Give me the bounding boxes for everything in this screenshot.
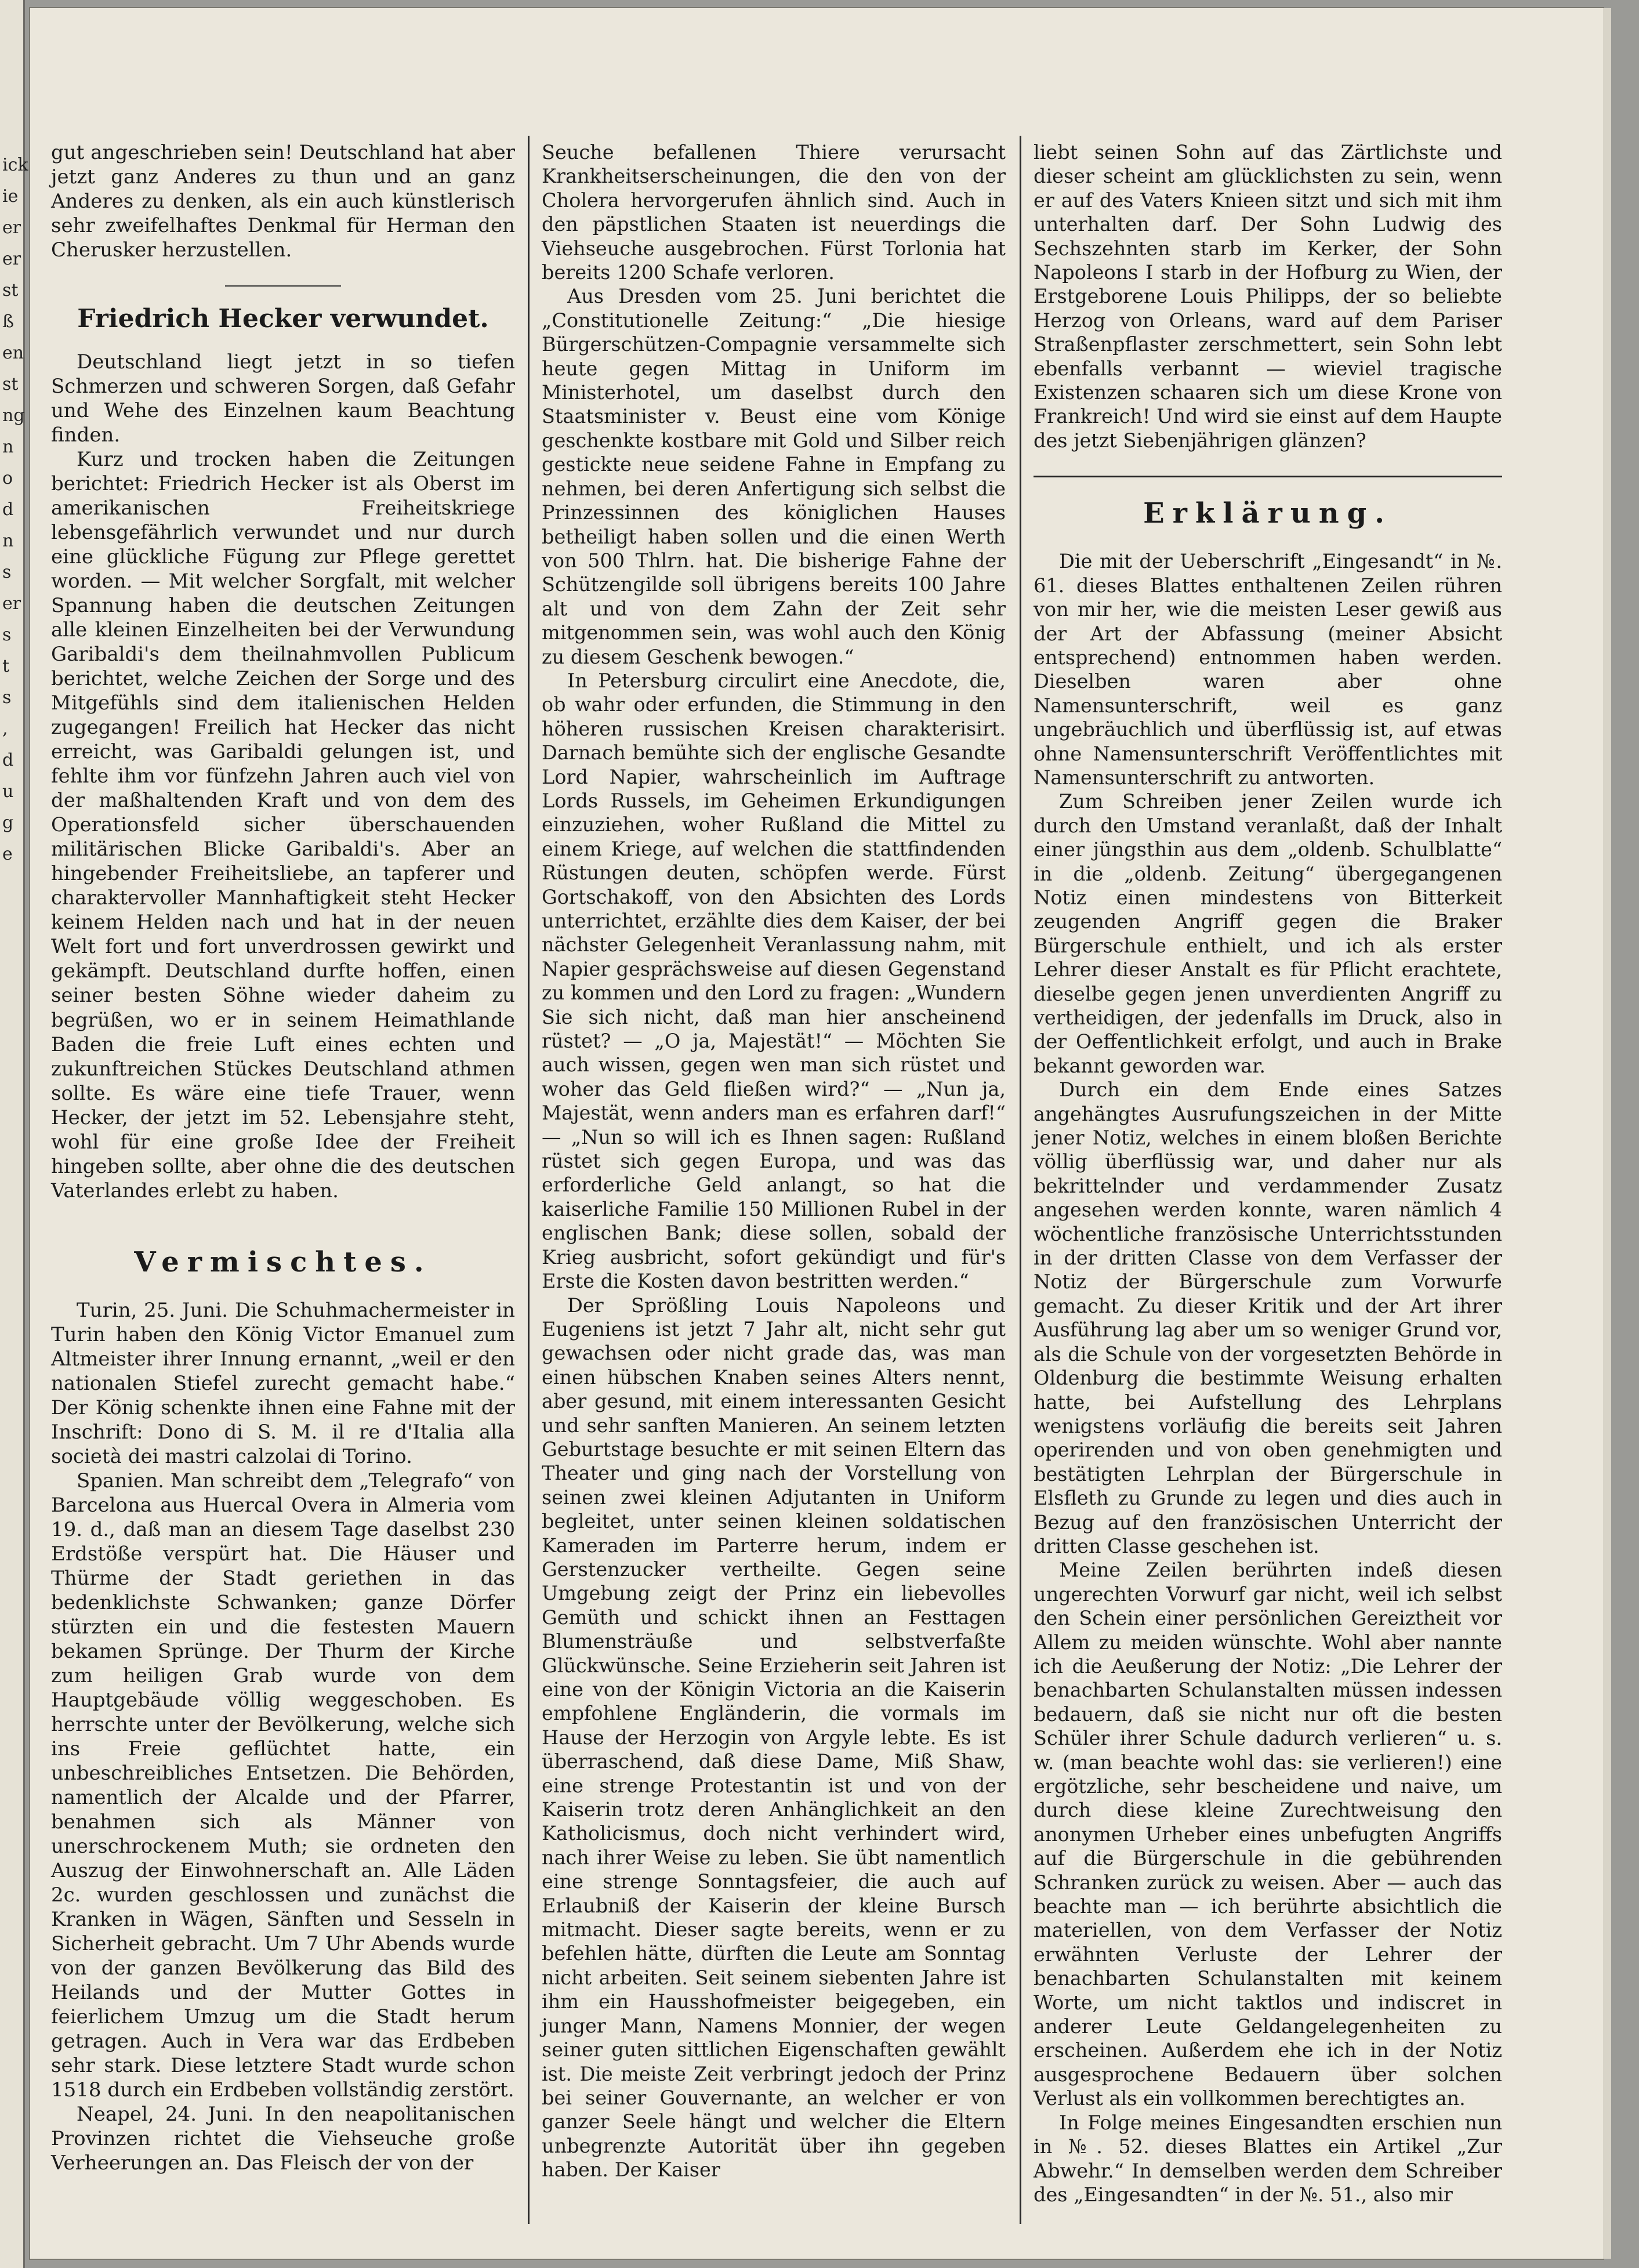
previous-page-fragment: , [2, 719, 8, 739]
previous-page-fragment: d [2, 750, 14, 770]
previous-page-fragment: d [2, 499, 14, 520]
previous-page-fragment: ick [2, 155, 28, 175]
section-heading: Vermischtes. [134, 1245, 432, 1278]
separator-rule [225, 285, 341, 287]
previous-page-fragment: ie [2, 186, 19, 206]
article-paragraph: In Petersburg circulirt eine Anecdote, die, ob wahr oder erfunden, die Stimmung in den höheren russischen Kreisen charakterisirt. Darnach bemühte sich der englische Gesandte Lord Napier, wahrscheinlich im Auftrage Lords Russels, im Geheimen Erkundigungen einzuziehen, woher Rußland die Mittel zu einem Kriege, auf welchen die stattfindenden Rüstungen deuten, schöpfen werde. Fürst Gortschakoff, von den Absichten des Lords unterrichtet, erzählte dies dem Kaiser, der bei nächster Gelegenheit Veranlassung nahm, mit Napier gesprächsweise auf diesen Gegenstand zu kommen und den Lord zu fragen: „Wundern Sie sich nicht, daß man hier anscheinend rüstet? — „O ja, Majestät!“ — Möchten Sie auch wissen, gegen wen man sich rüstet und woher das Geld fließen wird?“ — „Nun ja, Majestät, wenn anders man es erfahren darf!“ — „Nun so will ich es Ihnen sagen: Rußland rüstet sich gegen Europa, und was das erforderliche Geld anlangt, so hat die kaiserliche Familie 150 Millionen Rubel in der englischen Bank; diese sollen, sobald der Krieg ausbricht, sofort gekündigt und für's Erste die Kosten davon bestritten werden.“ [542, 669, 1006, 1293]
column-left [51, 140, 515, 2175]
separator-rule [1034, 476, 1502, 477]
article-paragraph: Turin, 25. Juni. Die Schuhmachermeister in Turin haben den König Victor Emanuel zum Altmeister ihrer Innung ernannt, „weil er den nationalen Stiefel zurecht gemacht habe.“ Der König schenkte ihnen eine Fahne mit der Inschrift: Dono di S. M. il re d'Italia alla società dei mastri calzolai di Torino. [51, 1298, 515, 1468]
previous-page-fragment: s [2, 687, 12, 708]
column-divider [528, 136, 530, 2224]
previous-page-fragment: u [2, 781, 14, 802]
article-paragraph: Deutschland liegt jetzt in so tiefen Schmerzen und schweren Sorgen, daß Gefahr und Wehe des Einzelnen kaum Beachtung finden. [51, 350, 515, 447]
article-paragraph: Seuche befallenen Thiere verursacht Krankheitserscheinungen, die den von der Cholera hervorgerufen ähnlich sind. Auch in den päpstlichen Staaten ist neuerdings die Viehseuche ausgebrochen. Fürst Torlonia hat bereits 1200 Schafe verloren. [542, 141, 1006, 284]
previous-page-fragment: n [2, 531, 14, 551]
previous-page-fragment: st [2, 374, 19, 394]
spacer [51, 1203, 515, 1226]
article-paragraph: Die mit der Ueberschrift „Eingesandt“ in №. 61. dieses Blattes enthaltenen Zeilen rühren von mir her, wie die meisten Leser gewiß aus der Art der Abfassung (meiner Absicht entsprechend) entnommen haben werden. Dieselben waren aber ohne Namensunterschrift, weil es ganz ungebräuchlich und überflüssig ist, auf etwas ohne Namensunterschrift Veröffentlichtes mit Namensunterschrift zu antworten. [1034, 550, 1502, 789]
column-right [1034, 140, 1502, 2207]
previous-page-fragment: s [2, 625, 12, 645]
previous-page-fragment: s [2, 562, 12, 582]
column-divider [1020, 136, 1021, 2224]
previous-page-fragment: ng [2, 405, 25, 426]
article-paragraph: Zum Schreiben jener Zeilen wurde ich durch den Umstand veranlaßt, daß der Inhalt einer jüngsthin aus dem „oldenb. Schulblatte“ in die „oldenb. Zeitung“ übergegangenen Notiz einen mindestens von Bitterkeit zeugenden Angriff gegen die Braker Bürgerschule enthielt, und ich als erster Lehrer dieser Anstalt es für Pflicht erachtete, dieselbe gegen jenen unverdienten Angriff zu vertheidigen, der jedenfalls im Druck, also in der Oeffentlichkeit erfolgt, und auch in Brake bekannt geworden war. [1034, 790, 1502, 1077]
previous-page-fragment: e [2, 844, 13, 864]
previous-page-fragment: st [2, 280, 19, 300]
section-heading: Erklärung. [1143, 497, 1393, 530]
article-paragraph: Meine Zeilen berührten indeß diesen ungerechten Vorwurf gar nicht, weil ich selbst den Schein einer persönlichen Gereiztheit vor Allem zu meiden wünschte. Wohl aber nannte ich die Aeußerung der Notiz: „Die Lehrer der benachbarten Schulanstalten müssen indessen bedauern, daß sie nicht nur oft die besten Schüler ihrer Schule dadurch verlieren“ u. s. w. (man beachte wohl das: sie verlieren!) eine ergötzliche, sehr bescheidene und naive, um durch diese kleine Zurechtweisung den anonymen Urheber eines unbefugten Angriffs auf die Bürgerschule in die gebührenden Schranken zurück zu weisen. Aber — auch das beachte man — ich berührte absichtlich die materiellen, von dem Verfasser der Notiz erwähnten Verluste der Lehrer der benachbarten Schulanstalten mit keinem Worte, um nicht taktlos und indiscret in anderer Leute Geldangelegenheiten zu erscheinen. Außerdem ehe ich in der Notiz ausgesprochene Bedauern über solchen Verlust als ein vollkommen berechtigtes an. [1034, 1559, 1502, 2110]
article-paragraph: In Folge meines Eingesandten erschien nun in №. 52. dieses Blattes ein Artikel „Zur Abwehr.“ In demselben werden dem Schreiber des „Eingesandten“ in der №. 51., also mir [1034, 2111, 1502, 2206]
article-paragraph: Der Sprößling Louis Napoleons und Eugeniens ist jetzt 7 Jahr alt, nicht sehr gut gewachsen oder nicht grade das, was man einen hübschen Knaben seines Alters nennt, aber gesund, mit einem interessanten Gesicht und sehr sanften Manieren. An seinem letzten Geburtstage besuchte er mit seinen Eltern das Theater und ging nach der Vorstellung von seinen zwei kleinen Adjutanten in Uniform begleitet, unter seinen kleinen soldatischen Kameraden im Parterre herum, indem er Gerstenzucker vertheilte. Gegen seine Umgebung zeigt der Prinz ein liebevolles Gemüth und schickt ihnen an Festtagen Blumensträuße und selbstverfaßte Glückwünsche. Seine Erzieherin seit Jahren ist eine von der Königin Victoria an die Kaiserin empfohlene Engländerin, die vormals im Hause der Herzogin von Argyle lebte. Es ist überraschend, daß diese Dame, Miß Shaw, eine strenge Protestantin ist und von der Kaiserin trotz deren Anhänglichkeit an den Katholicismus, doch nicht verhindert wird, nach ihrer Weise zu leben. Sie übt namentlich eine strenge Sonntagsfeier, die auch auf Erlaubniß der Kaiserin der kleine Bursch mitmacht. Dieser sagte bereits, wenn er zu befehlen hätte, dürften die Leute am Sonntag nicht arbeiten. Seit seinem siebenten Jahre ist ihm ein Hausshofmeister beigegeben, ein junger Mann, Namens Monnier, der wegen seiner guten sittlichen Eigenschaften gewählt ist. Die meiste Zeit verbringt jedoch der Prinz bei seiner Gouvernante, an welcher er von ganzer Seele hängt und welcher die Eltern unbegrenzte Autorität über ihn gegeben haben. Der Kaiser [542, 1294, 1006, 2182]
article-paragraph: Spanien. Man schreibt dem „Telegrafo“ von Barcelona aus Huercal Overa in Almeria vom 19. d., daß man an diesem Tage daselbst 230 Erdstöße verspürt hat. Die Häuser und Thürme der Stadt geriethen in das bedenklichste Schwanken; ganze Dörfer stürzten ein und die festesten Mauern bekamen Sprünge. Der Thurm der Kirche zum heiligen Grab wurde von dem Hauptgebäude völlig weggeschoben. Es herrschte unter der Bevölkerung, welche sich ins Freie geflüchtet hatte, ein unbeschreibliches Entsetzen. Die Behörden, namentlich der Alcalde und der Pfarrer, benahmen sich als Männer von unerschrockenem Muth; sie ordneten den Auszug der Einwohnerschaft an. Alle Läden 2c. wurden geschlossen und zunächst die Kranken in Wägen, Sänften und Sesseln in Sicherheit gebracht. Um 7 Uhr Abends wurde von der ganzen Bevölkerung das Bild des Heilands und der Mutter Gottes in feierlichem Umzug um die Stadt herum getragen. Auch in Vera war das Erdbeben sehr stark. Diese letztere Stadt wurde schon 1518 durch ein Erdbeben vollständig zerstört. [51, 1469, 515, 2102]
article-paragraph: Durch ein dem Ende eines Satzes angehängtes Ausrufungszeichen in der Mitte jener Notiz, welches in einem bloßen Berichte völlig überflüssig war, und daher nur als bekrittelnder und verdammender Zusatz angesehen werden konnte, waren nämlich 4 wöchentliche französische Unterrichtsstunden in der dritten Classe von dem Verfasser der Notiz der Bürgerschule zum Vorwurfe gemacht. Zu dieser Kritik und der Art ihrer Ausführung lag aber um so weniger Grund vor, als die Schule von der vorgesetzten Behörde in Oldenburg die bestimmte Weisung erhalten hatte, bei Aufstellung des Lehrplans wenigstens vorläufig die bereits seit Jahren operirenden und von oben genehmigten und bestätigten Lehrplan der Bürgerschule in Elsfleth zu Grunde zu legen und dies auch in Bezug auf den französischen Unterricht der dritten Classe geschehen ist. [1034, 1078, 1502, 1557]
previous-page-fragment: er [2, 593, 21, 614]
previous-page-fragment: t [2, 656, 10, 676]
article-paragraph: Aus Dresden vom 25. Juni berichtet die „Constitutionelle Zeitung:“ „Die hiesige Bürgerschützen-Compagnie versammelte sich heute gegen Mittag in Uniform im Ministerhotel, um daselbst durch den Staatsminister v. Beust eine vom Könige geschenkte kostbare mit Gold und Silber reich gestickte neue seidene Fahne in Empfang zu nehmen, bei deren Anfertigung sich selbst die Prinzessinnen des königlichen Hauses betheiligt haben sollen und die einen Werth von 500 Thlrn. hat. Die bisherige Fahne der Schützengilde soll übrigens bereits 100 Jahre alt und von dem Zahn der Zeit sehr mitgenommen sein, was wohl auch den König zu diesem Geschenk bewogen.“ [542, 285, 1006, 668]
section-heading: Friedrich Hecker verwundet. [77, 304, 489, 334]
previous-page-fragment: en [2, 343, 24, 363]
article-paragraph: Kurz und trocken haben die Zeitungen berichtet: Friedrich Hecker ist als Oberst im amerikanischen Freiheitskriege lebensgefährlich verwundet und nur durch eine glückliche Fügung zur Pflege gerettet worden. — Mit welcher Sorgfalt, mit welcher Spannung haben die deutschen Zeitungen alle kleinen Einzelheiten bei der Verwundung Garibaldi's dem theilnahmvollen Publicum berichtet, welche Zeichen der Sorge und des Mitgefühls sind dem italienischen Helden zugegangen! Freilich hat Hecker das nicht erreicht, was Garibaldi gelungen ist, und fehlte ihm vor fünfzehn Jahren auch viel von der maßhaltenden Kraft und von dem des Operationsfeld sicher überschauenden militärischen Blicke Garibaldi's. Aber an hingebender Freiheitsliebe, an tapferer und charaktervoller Mannhaftigkeit steht Hecker keinem Helden nach und hat in der neuen Welt fort und fort unverdrossen gewirkt und gekämpft. Deutschland durfte hoffen, einen seiner besten Söhne wieder daheim zu begrüßen, wo er in seinem Heimathlande Baden die freie Luft eines echten und zukunftreichen Stückes Deutschland athmen sollte. Es wäre eine tiefe Trauer, wenn Hecker, der jetzt im 52. Lebensjahre steht, wohl für eine große Idee der Freiheit hingeben sollte, aber ohne die des deutschen Vaterlandes erlebt zu haben. [51, 448, 515, 1202]
page-edge [1603, 8, 1611, 2259]
previous-page-fragment: g [2, 813, 14, 833]
newspaper-page [30, 8, 1603, 2259]
previous-page-fragment: ß [2, 311, 14, 332]
previous-page-edge [0, 0, 28, 2268]
article-paragraph: Neapel, 24. Juni. In den neapolitanischen Provinzen richtet die Viehseuche große Verheerungen an. Das Fleisch der von der [51, 2103, 515, 2175]
previous-page-fragment: o [2, 468, 13, 488]
previous-page-fragment: er [2, 249, 21, 269]
article-paragraph: gut angeschrieben sein! Deutschland hat aber jetzt ganz Anderes zu thun und an ganz Anderes zu denken, als ein auch künstlerisch sehr zweifelhaftes Denkmal für Herman den Cherusker herzustellen. [51, 141, 515, 262]
column-middle [542, 140, 1006, 2182]
previous-page-fragment: n [2, 437, 14, 457]
article-paragraph: liebt seinen Sohn auf das Zärtlichste und dieser scheint am glücklichsten zu sein, wenn er auf des Vaters Knieen sitzt und sich mit ihm unterhalten darf. Der Sohn Ludwig des Sechszehnten starb im Kerker, der Sohn Napoleons I starb in der Hofburg zu Wien, der Erstgeborene Louis Philipps, der so beliebte Herzog von Orleans, ward auf dem Pariser Straßenpflaster zerschmettert, sein Sohn lebt ebenfalls verbannt — wieviel tragische Existenzen schaaren sich um diese Krone von Frankreich! Und wird sie einst auf dem Haupte des jetzt Siebenjährigen glänzen? [1034, 141, 1502, 452]
previous-page-fragment: er [2, 218, 21, 238]
